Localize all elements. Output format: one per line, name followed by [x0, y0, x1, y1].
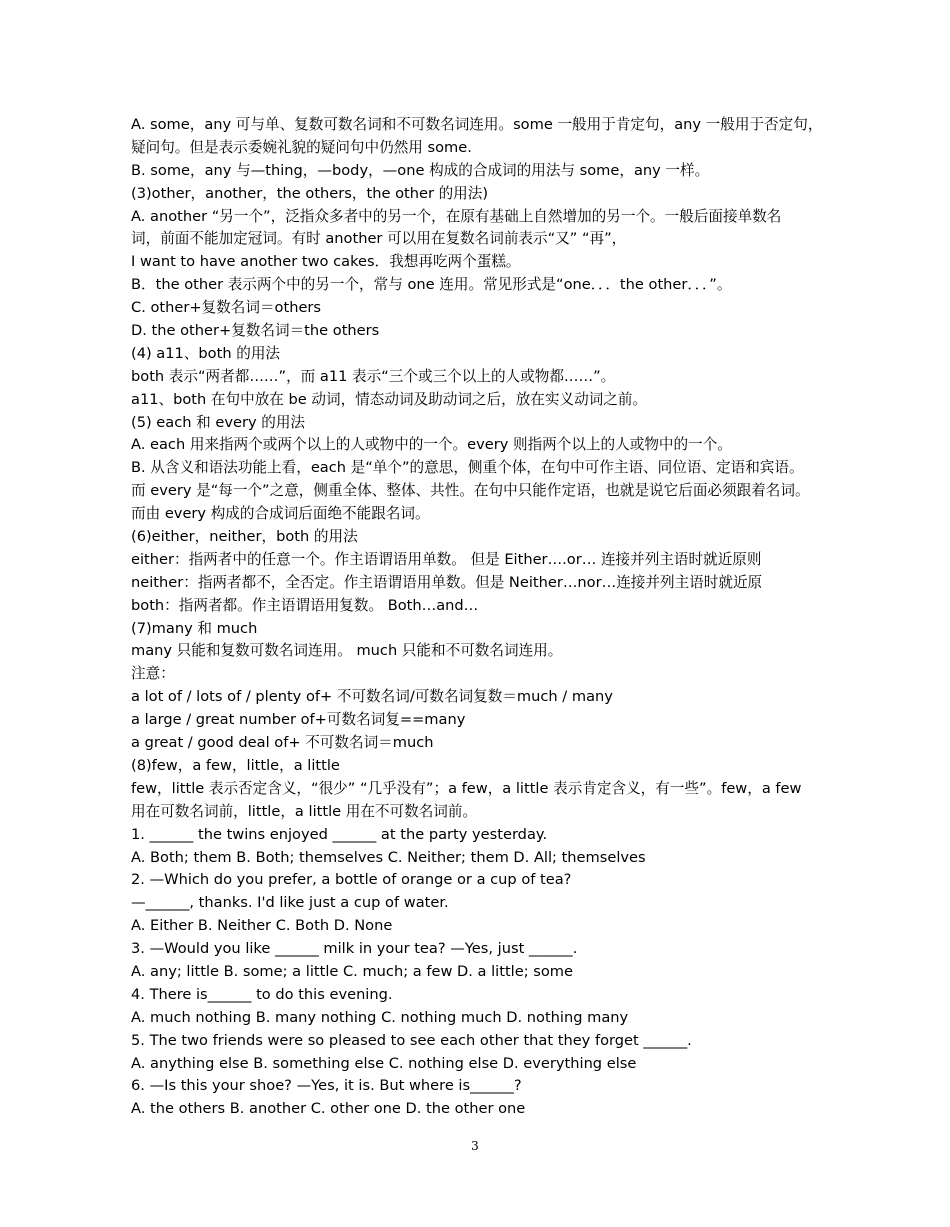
text-line: a large / great number of+可数名词复==many	[131, 711, 466, 729]
text-line: A. another “另一个”，泛指众多者中的另一个，在原有基础上自然增加的另一个。一般后面接单数名	[131, 207, 782, 225]
text-line: either：指两者中的任意一个。作主语谓语用单数。 但是 Either….or… 连接并列主语时就近原则	[131, 550, 762, 568]
exercise-options: A. anything else B. something else C. nothing else D. everything else	[131, 1054, 637, 1072]
text-line: 词，前面不能加定冠词。有时 another 可以用在复数名词前表示“又” “再”，	[131, 230, 627, 248]
exercise-question: 1. ______ the twins enjoyed ______ at the party yesterday.	[131, 825, 548, 843]
text-line: A. some，any 可与单、复数可数名词和不可数名词连用。some 一般用于肯定句，any 一般用于否定句，	[131, 116, 823, 133]
section-heading: (3)other，another，the others，the other 的用法)	[131, 184, 489, 202]
page-number: 3	[471, 1139, 479, 1153]
exercise-question: 2. —Which do you prefer, a bottle of orange or a cup of tea?	[131, 871, 572, 889]
text-line: a11、both 在句中放在 be 动词，情态动词及助动词之后，放在实义动词之前。	[131, 390, 648, 408]
text-line: a lot of / lots of / plenty of+ 不可数名词/可数名词复数＝much / many	[131, 688, 613, 706]
text-line: D. the other+复数名词＝the others	[131, 322, 380, 340]
text-line: C. other+复数名词＝others	[131, 299, 322, 317]
text-line: both：指两者都。作主语谓语用复数。 Both…and…	[131, 596, 479, 614]
text-line: many 只能和复数可数名词连用。 much 只能和不可数名词连用。	[131, 642, 563, 660]
exercise-options: A. the others B. another C. other one D. the other one	[131, 1100, 526, 1118]
text-line: 而由 every 构成的合成词后面绝不能跟名词。	[131, 505, 430, 523]
text-line: both 表示“两者都……”，而 a11 表示“三个或三个以上的人或物都……”。	[131, 367, 616, 385]
section-heading: (5) each 和 every 的用法	[131, 413, 306, 431]
text-line: B. 从含义和语法功能上看，each 是“单个”的意思，侧重个体，在句中可作主语、同位语、定语和宾语。	[131, 459, 804, 477]
section-heading: (4) a11、both 的用法	[131, 344, 281, 362]
exercise-options: A. any; little B. some; a little C. much; a few D. a little; some	[131, 962, 573, 980]
text-line: few，little 表示否定含义，“很少” “几乎没有”；a few，a little 表示肯定含义，有一些”。few，a few	[131, 779, 802, 797]
text-line: B．the other 表示两个中的另一个，常与 one 连用。常见形式是“one．．．the other．．．”。	[131, 276, 732, 294]
exercise-question: 4. There is______ to do this evening.	[131, 985, 393, 1003]
text-line: B. some，any 与—thing，—body，—one 构成的合成词的用法与 some，any 一样。	[131, 161, 710, 179]
text-line: A. each 用来指两个或两个以上的人或物中的一个。every 则指两个以上的人或物中的一个。	[131, 436, 732, 454]
exercise-question: —______, thanks. I'd like just a cup of water.	[131, 894, 449, 912]
text-line: 用在可数名词前，little，a little 用在不可数名词前。	[131, 802, 478, 820]
text-line: neither：指两者都不，全否定。作主语谓语用单数。但是 Neither…nor…连接并列主语时就近原	[131, 573, 763, 591]
text-line: 而 every 是“每一个”之意，侧重全体、整体、共性。在句中只能作定语，也就是说它后面必须跟着名词。	[131, 482, 810, 500]
exercise-options: A. much nothing B. many nothing C. nothing much D. nothing many	[131, 1008, 629, 1026]
section-heading: (6)either，neither，both 的用法	[131, 528, 358, 546]
section-heading: (7)many 和 much	[131, 619, 258, 637]
section-heading: (8)few，a few，little，a little	[131, 756, 340, 774]
exercise-question: 6. —Is this your shoe? —Yes, it is. But where is______?	[131, 1077, 522, 1095]
note-label: 注意：	[131, 665, 175, 683]
exercise-question: 3. —Would you like ______ milk in your tea? —Yes, just ______.	[131, 940, 578, 958]
exercise-question: 5. The two friends were so pleased to see each other that they forget ______.	[131, 1031, 692, 1049]
document-body	[131, 114, 831, 1121]
text-line: 疑问句。但是表示委婉礼貌的疑问句中仍然用 some.	[131, 138, 472, 156]
exercise-options: A. Either B. Neither C. Both D. None	[131, 917, 393, 935]
text-line: I want to have another two cakes．我想再吃两个蛋糕。	[131, 253, 521, 271]
exercise-options: A. Both; them B. Both; themselves C. Neither; them D. All; themselves	[131, 848, 646, 866]
text-line: a great / good deal of+ 不可数名词＝much	[131, 734, 434, 752]
